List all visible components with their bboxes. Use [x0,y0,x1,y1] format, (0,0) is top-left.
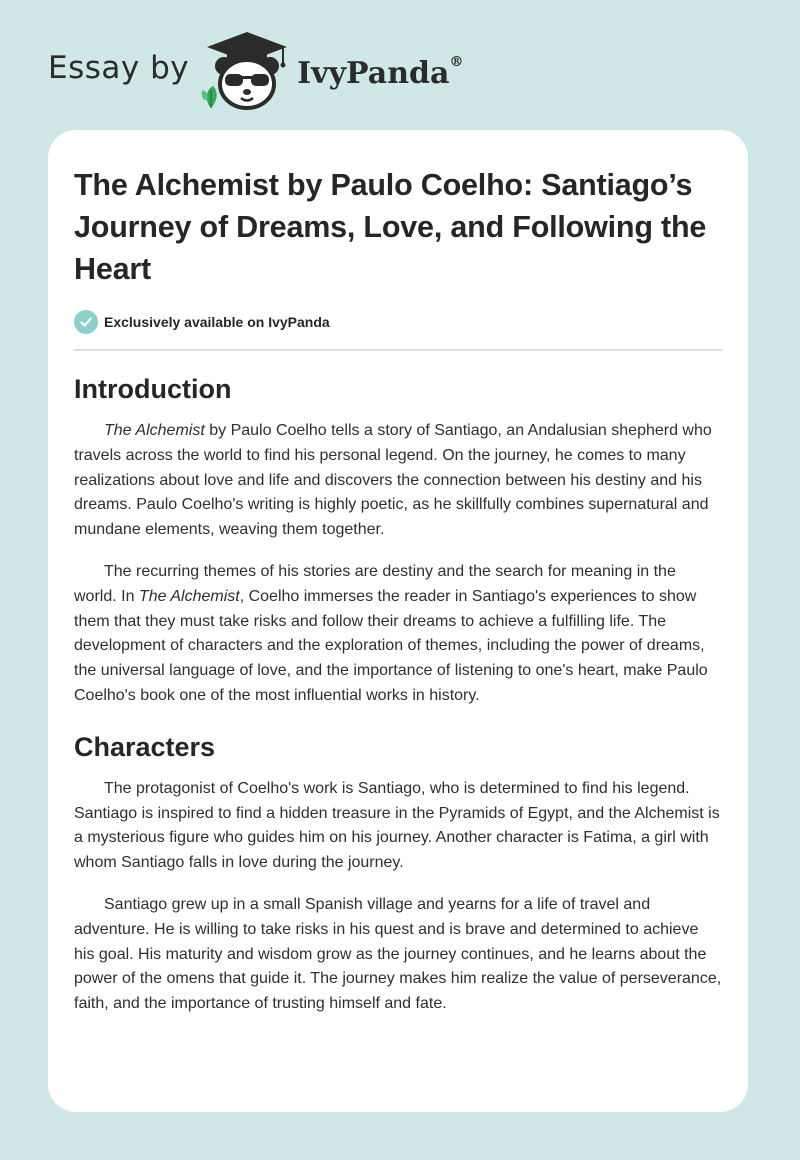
exclusive-badge [74,310,722,334]
paragraph-text: by Paulo Coelho tells a story of Santiago, an Andalusian shepherd who travels across the world to find his personal legend. On the journey, he comes to many realizations about love and life and discovers the connection between his destiny and his dreams. Paulo Coelho's writing is highly poetic, as he skillfully combines supernatural and mundane elements, weaving them together. [74,422,712,539]
essay-by-label: Essay by [48,50,190,86]
book-title: The Alchemist [138,587,240,605]
paragraph-text: , Coelho immerses the reader in Santiago's experiences to show them that they must take risks and follow their dreams to achieve a fulfilling life. The development of characters and the exploration of themes, including the power of dreams, the universal language of love, and the importance of listening to one's heart, make Paulo Coelho's book one of the most influential works in history. [74,587,708,704]
article-title: The Alchemist by Paulo Coelho: Santiago’s Journey of Dreams, Love, and Following the Heart [74,168,707,286]
brand-name [297,53,464,91]
paragraph: The protagonist of Coelho's work is Santiago, who is determined to find his legend. Santiago is inspired to find a hidden treasure in the Pyramids of Egypt, and the Alchemist is a mysterious figure who guides him on his journey. Another character is Fatima, a girl with whom Santiago falls in love during the journey. [74,779,720,872]
section-heading-characters: Characters [74,731,216,762]
paragraph [74,419,722,543]
exclusive-label: Exclusively available on IvyPanda [104,314,330,330]
section-heading-introduction: Introduction [74,374,232,404]
leaf-icon [202,86,217,108]
paragraph [74,560,722,709]
site-header [48,30,463,110]
brand-text: IvyPanda [297,55,450,91]
paragraph: Santiago grew up in a small Spanish village and yearns for a life of travel and adventure. He is willing to take risks in his quest and is brave and determined to achieve his goal. His maturity and wisdom grow as the journey continues, and he learns about the power of the omens that guide it. The journey makes him realize the value of perseverance, faith, and the importance of trusting himself and fate. [74,895,722,1013]
article-card [48,130,748,1112]
paragraph-text: The recurring themes of his stories are destiny and the search for meaning in the world. In [74,562,676,605]
ivypanda-logo-icon [201,30,293,110]
divider [74,349,722,351]
book-title: The Alchemist [104,422,205,439]
check-icon [74,310,98,334]
registered-mark: ® [449,53,464,70]
